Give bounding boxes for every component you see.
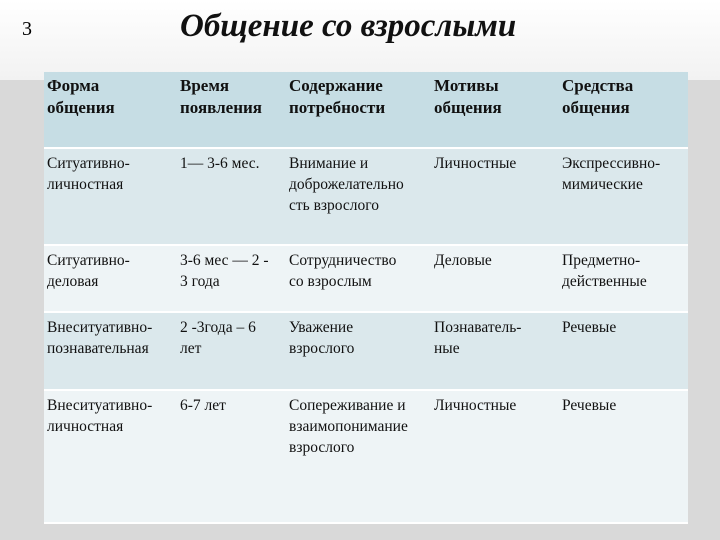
header-need: Содержание потребности <box>286 72 431 148</box>
table-cell: 6-7 лет <box>177 390 286 523</box>
table-cell: 2 -3года – 6 лет <box>177 312 286 390</box>
slide-title: Общение со взрослыми <box>180 8 517 44</box>
header-means: Средства общения <box>559 72 688 148</box>
table-cell: Речевые <box>559 390 688 523</box>
table-cell: Сотрудничество со взрослым <box>286 245 431 312</box>
table-cell: Экспрессивно- мимические <box>559 148 688 245</box>
header-form: Форма общения <box>44 72 177 148</box>
table-cell: Внеситуативно- познавательная <box>44 312 177 390</box>
table-cell: Ситуативно- личностная <box>44 148 177 245</box>
table-cell: Ситуативно- деловая <box>44 245 177 312</box>
table-cell: Личностные <box>431 390 559 523</box>
table-cell: Предметно- действенные <box>559 245 688 312</box>
table-cell: 3-6 мес — 2 - 3 года <box>177 245 286 312</box>
table-cell: Деловые <box>431 245 559 312</box>
communication-table <box>44 72 688 524</box>
table-row <box>44 148 688 245</box>
header-motives: Мотивы общения <box>431 72 559 148</box>
table-header-row <box>44 72 688 148</box>
table-cell: 1— 3-6 мес. <box>177 148 286 245</box>
table-cell: Речевые <box>559 312 688 390</box>
table-cell: Уважение взрослого <box>286 312 431 390</box>
header-time: Время появления <box>177 72 286 148</box>
table-cell: Внимание и доброжелательно сть взрослого <box>286 148 431 245</box>
table-cell: Личностные <box>431 148 559 245</box>
table-row <box>44 312 688 390</box>
table-cell: Внеситуативно- личностная <box>44 390 177 523</box>
table-row <box>44 245 688 312</box>
table-row <box>44 390 688 523</box>
table-cell: Познаватель- ные <box>431 312 559 390</box>
table-cell: Сопереживание и взаимопонимание взрослого <box>286 390 431 523</box>
slide-number: 3 <box>22 18 32 40</box>
